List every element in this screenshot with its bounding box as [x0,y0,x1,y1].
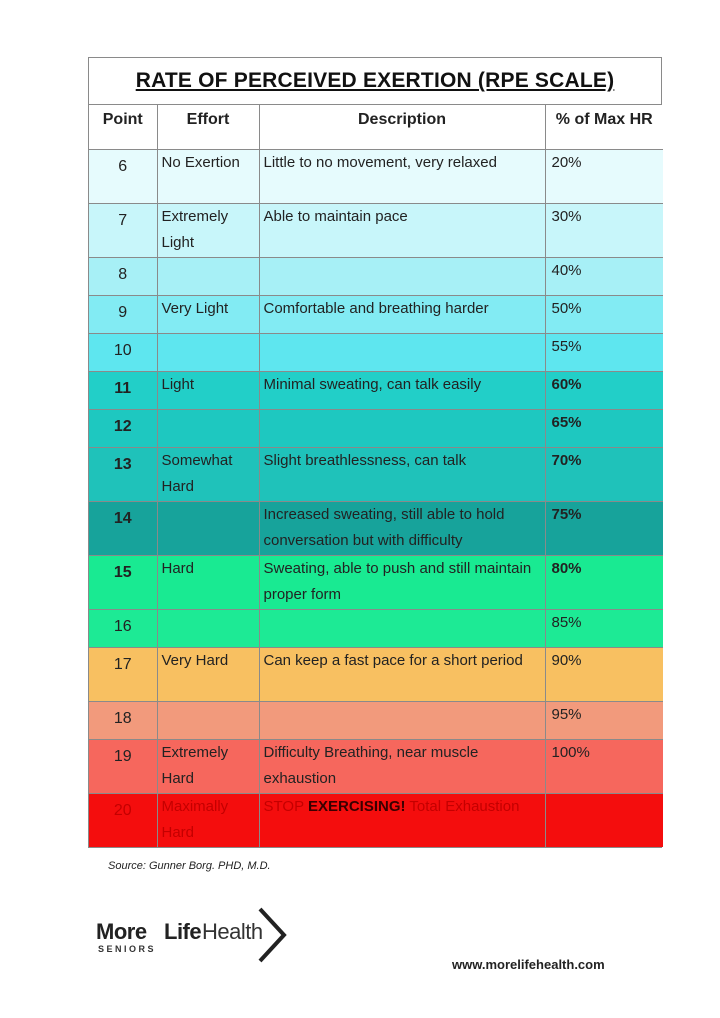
pct-cell: 95% [545,701,663,739]
pct-cell [545,793,663,847]
pct-cell: 70% [545,447,663,501]
table-row [89,647,663,701]
effort-cell: Somewhat Hard [157,447,259,501]
point-cell: 6 [89,149,157,203]
effort-cell: Extremely Light [157,203,259,257]
pct-cell: 100% [545,739,663,793]
effort-cell [157,409,259,447]
effort-cell: Maximally Hard [157,793,259,847]
logo-word-more: More [96,919,147,944]
pct-cell: 75% [545,501,663,555]
point-cell: 15 [89,555,157,609]
description-cell: Sweating, able to push and still maintain proper form [259,555,545,609]
point-cell: 12 [89,409,157,447]
table-row [89,257,663,295]
table-row [89,333,663,371]
table-header-row [89,105,663,149]
description-cell [259,701,545,739]
description-cell: Difficulty Breathing, near muscle exhaustion [259,739,545,793]
logo-seniors-tagline: SENIORS [98,944,157,954]
table-row [89,295,663,333]
effort-cell: Very Hard [157,647,259,701]
point-cell: 13 [89,447,157,501]
description-cell [259,257,545,295]
table-row [89,501,663,555]
table-row [89,701,663,739]
effort-cell: No Exertion [157,149,259,203]
table-row [89,203,663,257]
effort-cell: Very Light [157,295,259,333]
rpe-table-sheet [88,57,662,848]
effort-cell: Light [157,371,259,409]
description-cell [259,793,545,847]
chevron-right-icon [256,905,288,965]
pct-cell: 55% [545,333,663,371]
pct-cell: 20% [545,149,663,203]
description-cell: Little to no movement, very relaxed [259,149,545,203]
description-cell: Able to maintain pace [259,203,545,257]
pct-cell: 30% [545,203,663,257]
point-cell: 17 [89,647,157,701]
effort-cell: Extremely Hard [157,739,259,793]
pct-cell: 40% [545,257,663,295]
header-pct-max-hr: % of Max HR [545,105,663,149]
effort-cell [157,257,259,295]
point-cell: 9 [89,295,157,333]
pct-cell: 60% [545,371,663,409]
pct-cell: 50% [545,295,663,333]
description-cell: Can keep a fast pace for a short period [259,647,545,701]
table-row [89,793,663,847]
effort-cell: Hard [157,555,259,609]
table-row [89,739,663,793]
description-cell: Increased sweating, still able to hold conversation but with difficulty [259,501,545,555]
table-row [89,371,663,409]
table-row [89,555,663,609]
effort-cell [157,701,259,739]
rpe-table [89,105,663,847]
description-exhaustion-text: Total Exhaustion [405,797,520,815]
more-life-health-logo [96,905,296,965]
table-row [89,609,663,647]
description-stop-text: STOP [263,797,308,815]
description-cell: Minimal sweating, can talk easily [259,371,545,409]
description-cell [259,409,545,447]
table-row [89,447,663,501]
logo-word-life: Life [164,919,202,944]
pct-cell: 90% [545,647,663,701]
effort-cell [157,333,259,371]
pct-cell: 65% [545,409,663,447]
description-exercising-text: EXERCISING! [307,797,406,815]
description-cell: Comfortable and breathing harder [259,295,545,333]
point-cell: 18 [89,701,157,739]
header-description: Description [259,105,545,149]
header-point: Point [89,105,157,149]
page-title: RATE OF PERCEIVED EXERTION (RPE SCALE) [89,58,661,105]
effort-cell [157,609,259,647]
point-cell: 11 [89,371,157,409]
description-cell: Slight breathlessness, can talk [259,447,545,501]
table-row [89,409,663,447]
point-cell: 20 [89,793,157,847]
description-cell [259,609,545,647]
logo-word-health: Health [202,919,263,944]
point-cell: 16 [89,609,157,647]
pct-cell: 85% [545,609,663,647]
source-citation: Source: Gunner Borg. PHD, M.D. [108,860,271,872]
point-cell: 7 [89,203,157,257]
point-cell: 19 [89,739,157,793]
point-cell: 14 [89,501,157,555]
point-cell: 8 [89,257,157,295]
table-row [89,149,663,203]
pct-cell: 80% [545,555,663,609]
effort-cell [157,501,259,555]
website-url: www.morelifehealth.com [452,957,605,972]
point-cell: 10 [89,333,157,371]
description-cell [259,333,545,371]
header-effort: Effort [157,105,259,149]
